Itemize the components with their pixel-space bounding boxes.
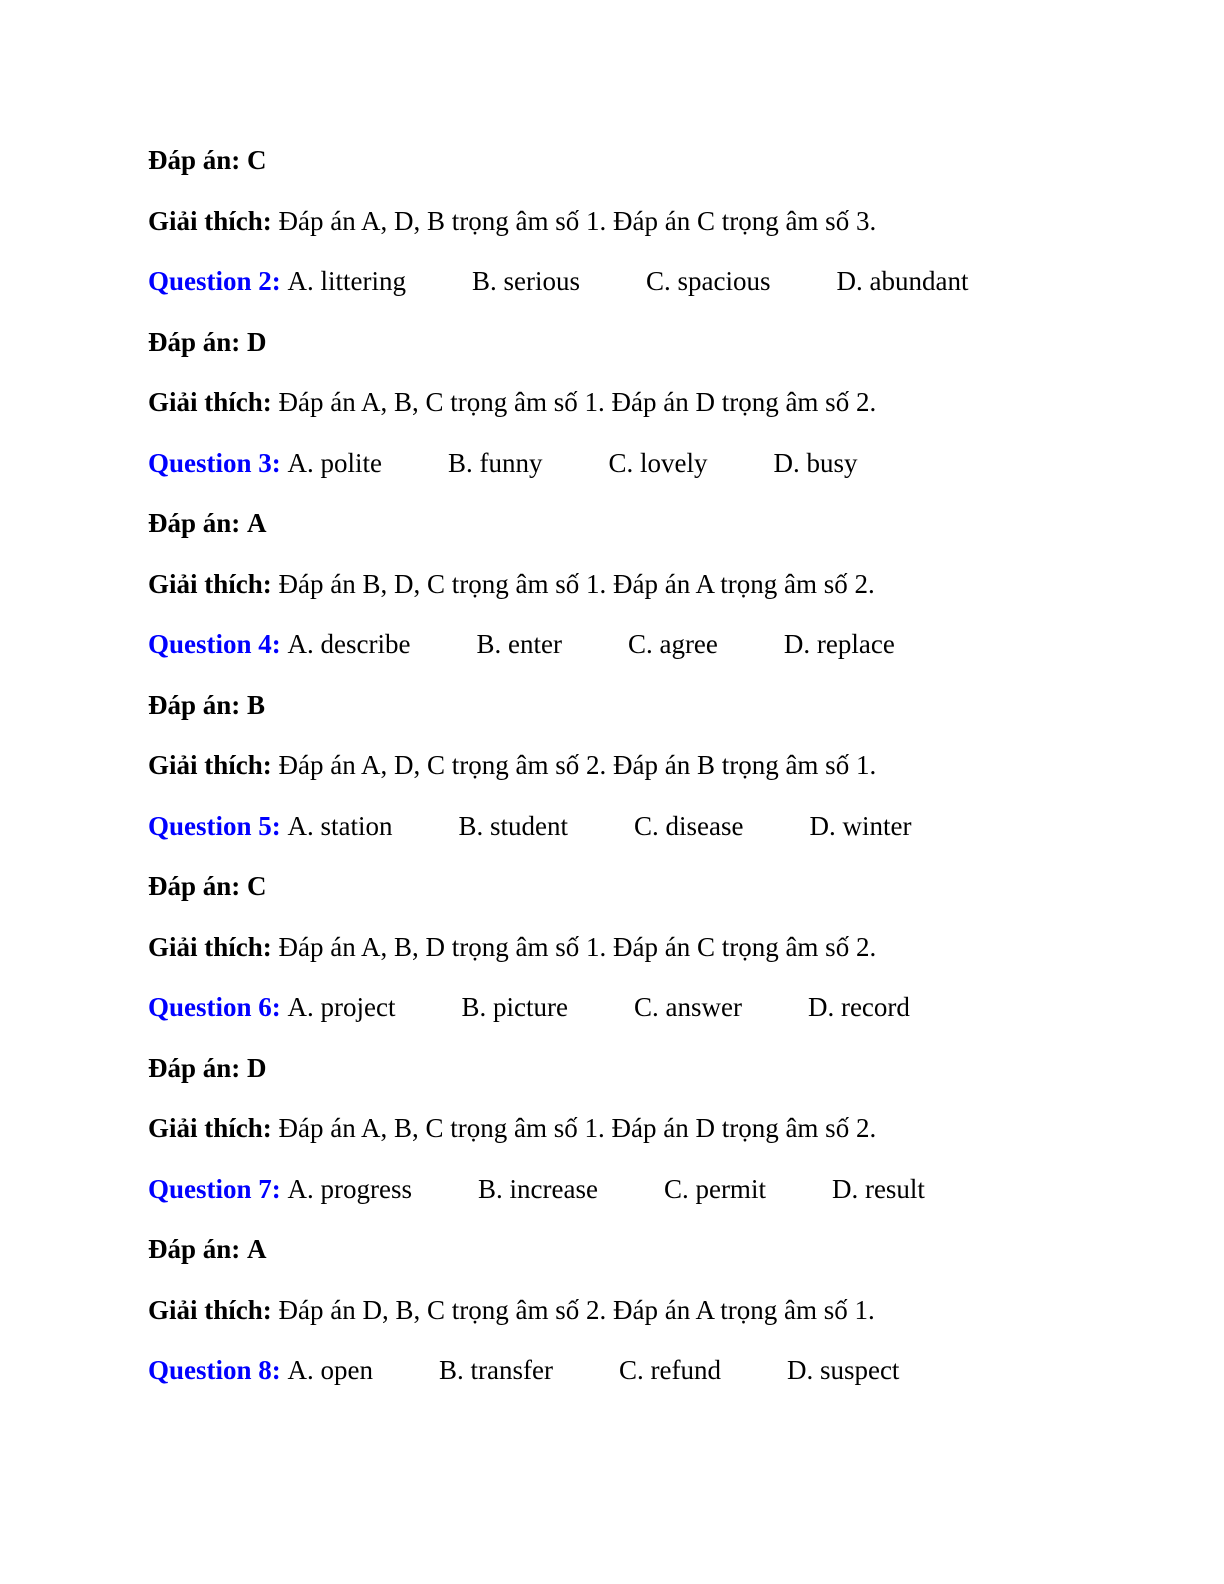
option-d: D. winter xyxy=(809,810,912,841)
answer-line xyxy=(148,685,1148,746)
answer-value: C xyxy=(247,871,267,901)
document-body xyxy=(148,140,1148,1411)
answer-value: A xyxy=(247,508,267,538)
answer-line xyxy=(148,503,1148,564)
explanation-label: Giải thích: xyxy=(148,205,272,236)
explanation-line xyxy=(148,564,1148,625)
explanation-text: Đáp án A, B, D trọng âm số 1. Đáp án C trọng âm số 2. xyxy=(278,931,877,962)
answer-label: Đáp án: xyxy=(148,1234,241,1264)
explanation-label: Giải thích: xyxy=(148,931,272,962)
option-c: C. disease xyxy=(634,810,744,841)
question-line xyxy=(148,261,1148,322)
option-a: A. open xyxy=(287,1355,373,1385)
option-b: B. serious xyxy=(472,266,580,296)
explanation-text: Đáp án A, B, C trọng âm số 1. Đáp án D trọng âm số 2. xyxy=(278,1113,877,1143)
answer-value: D xyxy=(247,1052,267,1083)
answer-value: B xyxy=(247,689,266,720)
explanation-text: Đáp án D, B, C trọng âm số 2. Đáp án A trọng âm số 1. xyxy=(278,1294,875,1325)
option-b: B. picture xyxy=(461,992,568,1022)
question-line xyxy=(148,443,1148,504)
explanation-text: Đáp án A, D, C trọng âm số 2. Đáp án B trọng âm số 1. xyxy=(278,750,877,780)
question-label: Question 2: xyxy=(148,266,281,296)
answer-value: A xyxy=(247,1234,267,1264)
answer-label: Đáp án: xyxy=(148,871,241,901)
answer-line xyxy=(148,1048,1148,1109)
option-b: B. student xyxy=(458,810,569,841)
option-d: D. busy xyxy=(773,447,858,478)
option-c: C. permit xyxy=(663,1173,766,1204)
answer-line xyxy=(148,322,1148,383)
answer-value: D xyxy=(247,326,267,357)
option-a: A. progress xyxy=(287,1173,412,1204)
explanation-line xyxy=(148,745,1148,806)
question-label: Question 7: xyxy=(148,1173,281,1204)
option-d: D. replace xyxy=(783,629,895,659)
explanation-label: Giải thích: xyxy=(148,1113,272,1143)
option-a: A. polite xyxy=(287,447,383,478)
explanation-line xyxy=(148,927,1148,988)
option-b: B. enter xyxy=(476,629,562,659)
answer-line xyxy=(148,140,1148,201)
question-line xyxy=(148,1169,1148,1230)
option-c: C. answer xyxy=(633,992,742,1022)
explanation-label: Giải thích: xyxy=(148,750,272,780)
option-d: D. abundant xyxy=(836,266,969,296)
explanation-line xyxy=(148,382,1148,443)
option-a: A. station xyxy=(287,810,393,841)
option-c: C. refund xyxy=(618,1355,721,1385)
question-label: Question 5: xyxy=(148,810,281,841)
explanation-line xyxy=(148,1290,1148,1351)
option-a: A. littering xyxy=(287,266,406,296)
option-b: B. increase xyxy=(478,1173,598,1204)
option-b: B. funny xyxy=(448,447,543,478)
question-label: Question 8: xyxy=(148,1355,281,1385)
question-line xyxy=(148,987,1148,1048)
answer-value: C xyxy=(247,145,267,175)
answer-line xyxy=(148,866,1148,927)
explanation-label: Giải thích: xyxy=(148,387,272,417)
explanation-text: Đáp án A, B, C trọng âm số 1. Đáp án D trọng âm số 2. xyxy=(278,387,877,417)
explanation-text: Đáp án A, D, B trọng âm số 1. Đáp án C trọng âm số 3. xyxy=(278,205,877,236)
option-c: C. agree xyxy=(627,629,718,659)
question-label: Question 6: xyxy=(148,992,281,1022)
answer-label: Đáp án: xyxy=(148,326,241,357)
answer-label: Đáp án: xyxy=(148,689,241,720)
option-d: D. suspect xyxy=(786,1355,900,1385)
option-c: C. lovely xyxy=(608,447,708,478)
explanation-line xyxy=(148,201,1148,262)
option-a: A. project xyxy=(287,992,396,1022)
explanation-line xyxy=(148,1108,1148,1169)
explanation-label: Giải thích: xyxy=(148,568,272,599)
explanation-text: Đáp án B, D, C trọng âm số 1. Đáp án A trọng âm số 2. xyxy=(278,568,875,599)
question-line xyxy=(148,624,1148,685)
question-label: Question 4: xyxy=(148,629,281,659)
explanation-label: Giải thích: xyxy=(148,1294,272,1325)
question-label: Question 3: xyxy=(148,447,281,478)
question-line xyxy=(148,1350,1148,1411)
answer-label: Đáp án: xyxy=(148,508,241,538)
option-d: D. record xyxy=(807,992,910,1022)
option-c: C. spacious xyxy=(646,266,771,296)
option-b: B. transfer xyxy=(439,1355,553,1385)
option-d: D. result xyxy=(831,1173,925,1204)
answer-line xyxy=(148,1229,1148,1290)
answer-label: Đáp án: xyxy=(148,1052,241,1083)
question-line xyxy=(148,806,1148,867)
answer-label: Đáp án: xyxy=(148,145,241,175)
option-a: A. describe xyxy=(287,629,411,659)
